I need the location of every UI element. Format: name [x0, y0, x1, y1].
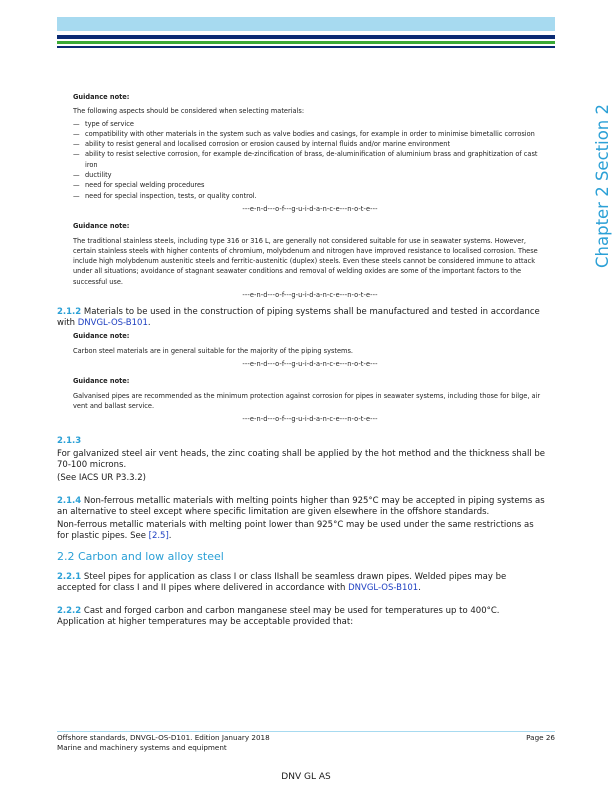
company-name: DNV GL AS [281, 772, 331, 782]
clause-number: 2.1.2 [57, 307, 82, 318]
clause-number: 2.2.1 [57, 572, 82, 583]
chapter-section-tab [570, 96, 612, 268]
reference-link[interactable]: DNVGL-OS-B101 [77, 318, 148, 329]
list-item: — compatibility with other materials in the system such as valve bodies and casings, for example in order to minimise bimetallic corrosion [73, 129, 535, 138]
header-band-light [57, 17, 555, 31]
list-item: — need for special inspection, tests, or quality control. [73, 191, 257, 200]
guidance-list [73, 119, 547, 201]
list-item: — type of service [73, 119, 134, 128]
guidance-note-text: The traditional stainless steels, including type 316 or 316 L, are generally not considered suitable for use in seawater systems. However, certain stainless steels with higher contents of chromium, molybdenum and nitrogen have improved resistance to localised corrosion. These include high molybdenum austenitic steels and ferritic-austenitic (duplex) steels. Even these steels cannot be considered immune to attack under all situations; avoidance of stagnant seawater conditions and removal of welding oxides are some of the important factors to the successful use. [73, 236, 538, 286]
guidance-end-marker: ---e-n-d---o-f---g-u-i-d-a-n-c-e---n-o-t-e--- [242, 204, 378, 213]
guidance-end-marker: ---e-n-d---o-f---g-u-i-d-a-n-c-e---n-o-t-e--- [242, 359, 378, 368]
guidance-end-marker: ---e-n-d---o-f---g-u-i-d-a-n-c-e---n-o-t-e--- [242, 291, 378, 300]
list-item: — need for special welding procedures [73, 181, 205, 190]
header-band-navy [57, 35, 555, 39]
header-band-green [57, 41, 555, 44]
clause-number: 2.1.4 [57, 496, 82, 507]
chapter-section-label: Chapter 2 Section 2 [593, 103, 612, 268]
clause-2-1-3 [57, 436, 547, 484]
guidance-note-text: Galvanised pipes are recommended as the minimum protection against corrosion for pipes in seawater systems, including those for bilge, air vent and ballast service. [73, 391, 541, 410]
clause-text: 2.1.4 Non-ferrous metallic materials with melting points higher than 925°C may be accepted in piping systems as an alternative to steel except where specific limitation are given elsewhere in the offshore standards. [57, 496, 545, 518]
reference-link[interactable]: DNVGL-OS-B101 [348, 583, 419, 594]
list-item: — ability to resist selective corrosion, for example de-zincification of brass, de-aluminification of aluminium brass and graphitization of cast iron [73, 150, 538, 169]
clause-2-2-1: 2.2.1 Steel pipes for application as class I or class IIshall be seamless drawn pipes. Welded pipes may be accepted for class I and II pipes where delivered in accordance with DNVGL-OS-B101. [57, 572, 507, 594]
guidance-note-carbon-steel [57, 331, 547, 369]
guidance-note-materials [57, 92, 547, 214]
guidance-end-marker: ---e-n-d---o-f---g-u-i-d-a-n-c-e---n-o-t-e--- [242, 415, 378, 424]
guidance-note-title: Guidance note: [73, 222, 130, 231]
guidance-note-intro: The following aspects should be considered when selecting materials: [73, 107, 305, 116]
clause-text-2: Non-ferrous metallic materials with melting point lower than 925°C may be used under the same restrictions as for plastic pipes. See [2.5]. [57, 520, 534, 542]
clause-2-1-2: 2.1.2 Materials to be used in the construction of piping systems shall be manufactured and tested in accordance with DNVGL-OS-B101. [57, 307, 540, 329]
reference-link[interactable]: [2.5] [148, 531, 169, 542]
header-band-navy-thin [57, 46, 555, 48]
guidance-note-title: Guidance note: [73, 377, 130, 386]
clause-number: 2.1.3 [57, 436, 82, 447]
clause-note: (See IACS UR P3.3.2) [57, 473, 146, 484]
clause-number: 2.2.2 [57, 606, 82, 617]
guidance-note-title: Guidance note: [73, 332, 130, 341]
guidance-note-title: Guidance note: [73, 93, 130, 101]
footer-document-subtitle: Marine and machinery systems and equipment [57, 743, 227, 752]
guidance-note-galvanised [57, 376, 547, 424]
list-item: — ability to resist general and localised corrosion or erosion caused by internal fluids and/or marine environment [73, 140, 451, 149]
guidance-note-text: Carbon steel materials are in general suitable for the majority of the piping systems. [73, 346, 353, 355]
section-heading-2-2: 2.2 Carbon and low alloy steel [57, 550, 224, 564]
clause-text: For galvanized steel air vent heads, the zinc coating shall be applied by the hot method and the thickness shall be 70-100 microns. [57, 449, 546, 471]
footer-document-title: Offshore standards, DNVGL-OS-D101. Edition January 2018 [57, 733, 270, 742]
page-number: Page 26 [526, 733, 555, 742]
list-item: — ductility [73, 171, 112, 180]
footer-divider [57, 731, 555, 732]
page-footer [57, 733, 555, 753]
clause-2-2-2: 2.2.2 Cast and forged carbon and carbon manganese steel may be used for temperatures up to 400°C. Application at higher temperatures may be acceptable provided that: [57, 606, 500, 628]
clause-2-1-4 [57, 496, 547, 542]
page-content [57, 92, 547, 630]
guidance-note-stainless [57, 221, 547, 300]
